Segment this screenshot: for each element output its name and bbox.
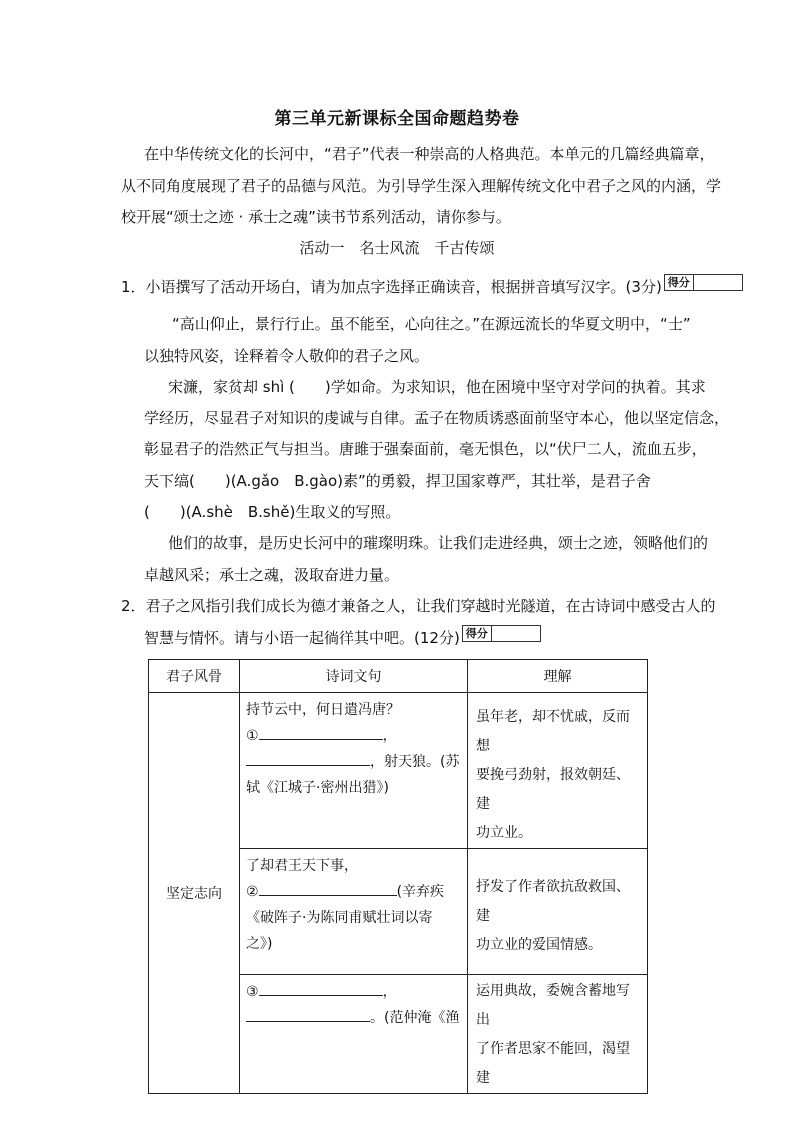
passage-line: 天下缟( )(A.gǎo B.gào)素”的勇毅，捍卫国家尊严，其壮举，是君子舍 [144, 472, 651, 490]
score-label: 得分 [463, 626, 492, 641]
poem-line: ③ ， [240, 979, 467, 1005]
poem-cell [240, 693, 468, 849]
poem-line: 。(范仲淹《渔 [240, 1005, 467, 1031]
question-2 [144, 628, 541, 648]
passage-line: “高山仰止，景行行止。虽不能至，心向往之。”在源远流长的华夏文明中，“士” [172, 315, 691, 333]
passage-line: 卓越风采；承士之魂，汲取奋进力量。 [144, 566, 400, 584]
score-box[interactable] [462, 625, 541, 642]
score-label: 得分 [665, 275, 694, 290]
poem-line: ，射天狼。(苏 [240, 749, 467, 775]
poem-line: ① ， [240, 723, 467, 749]
passage-line: 学经历，尽显君子对知识的虔诚与自律。孟子在物质诱惑面前坚守本心，他以坚定信念， [144, 409, 730, 427]
poem-cell [240, 975, 468, 1094]
answer-blank[interactable] [246, 749, 370, 766]
poem-line: ② (辛弃疾 [240, 879, 467, 905]
question-2-line-1: 2．君子之风指引我们成长为德才兼备之人，让我们穿越时光隧道，在古诗词中感受古人的 [121, 597, 716, 615]
understanding-line: 功立业。 [476, 825, 532, 841]
poem-table [148, 659, 648, 1094]
passage-line: 以独特风姿，诠释着令人敬仰的君子之风。 [144, 347, 430, 365]
understanding-line: 了作者思家不能回，渴望建 [476, 1041, 630, 1086]
passage-line: 宋濂，家贫却 shì ( )学如命。为求知识，他在困境中坚守对学问的执着。其求 [168, 378, 706, 396]
table-header: 诗词文句 [240, 660, 468, 693]
passage-line: ( )(A.shè B.shě)生取义的写照。 [144, 503, 401, 521]
understanding-line: 要挽弓劲射，报效朝廷、建 [476, 767, 630, 812]
poem-line: 了却君王天下事， [246, 858, 358, 874]
poem-line: 持节云中，何日遣冯唐？ [246, 702, 400, 718]
understanding-line: 运用典故，委婉含蓄地写出 [476, 983, 630, 1028]
passage-line: 他们的故事，是历史长河中的璀璨明珠。让我们走进经典，颂士之迹，领略他们的 [168, 534, 709, 552]
answer-blank[interactable] [259, 879, 397, 896]
understanding-cell [468, 975, 648, 1094]
understanding-cell [468, 693, 648, 849]
intro-line-3: 校开展“颂士之迹 · 承士之魂”读书节系列活动，请你参与。 [121, 208, 511, 226]
understanding-line: 抒发了作者欲抗敌救国、建 [476, 879, 630, 924]
table-row [149, 693, 648, 849]
passage-line: 彰显君子的浩然正气与担当。唐雎于强秦面前，毫无惧色，以“伏尸二人，流血五步， [144, 440, 707, 458]
table-header: 君子风骨 [149, 660, 240, 693]
poem-line: 之》) [246, 936, 273, 952]
poem-cell [240, 849, 468, 975]
poem-line: 轼《江城子·密州出猎》) [246, 780, 389, 796]
score-box[interactable] [664, 274, 743, 291]
question-1 [121, 277, 743, 297]
question-2-text: 智慧与情怀。请与小语一起徜徉其中吧。(12分) [144, 629, 460, 647]
understanding-line: 虽年老，却不忧戚，反而想 [476, 709, 630, 754]
poem-line: 《破阵子·为陈同甫赋壮词以寄 [246, 910, 433, 926]
category-cell: 坚定志向 [149, 693, 240, 1094]
table-header: 理解 [468, 660, 648, 693]
answer-blank[interactable] [259, 723, 383, 740]
intro-line-2: 从不同角度展现了君子的品德与风范。为引导学生深入理解传统文化中君子之风的内涵，学 [121, 177, 722, 195]
activity-heading: 活动一 名士风流 千古传颂 [299, 239, 495, 257]
answer-blank[interactable] [259, 979, 383, 996]
understanding-line: 功立业的爱国情感。 [476, 937, 602, 953]
understanding-cell [468, 849, 648, 975]
answer-blank[interactable] [246, 1005, 370, 1022]
question-1-text: 1．小语撰写了活动开场白，请为加点字选择正确读音，根据拼音填写汉字。(3分) [121, 278, 662, 296]
page-title: 第三单元新课标全国命题趋势卷 [274, 109, 520, 129]
intro-line-1: 在中华传统文化的长河中，“君子”代表一种崇高的人格典范。本单元的几篇经典篇章， [144, 145, 715, 163]
